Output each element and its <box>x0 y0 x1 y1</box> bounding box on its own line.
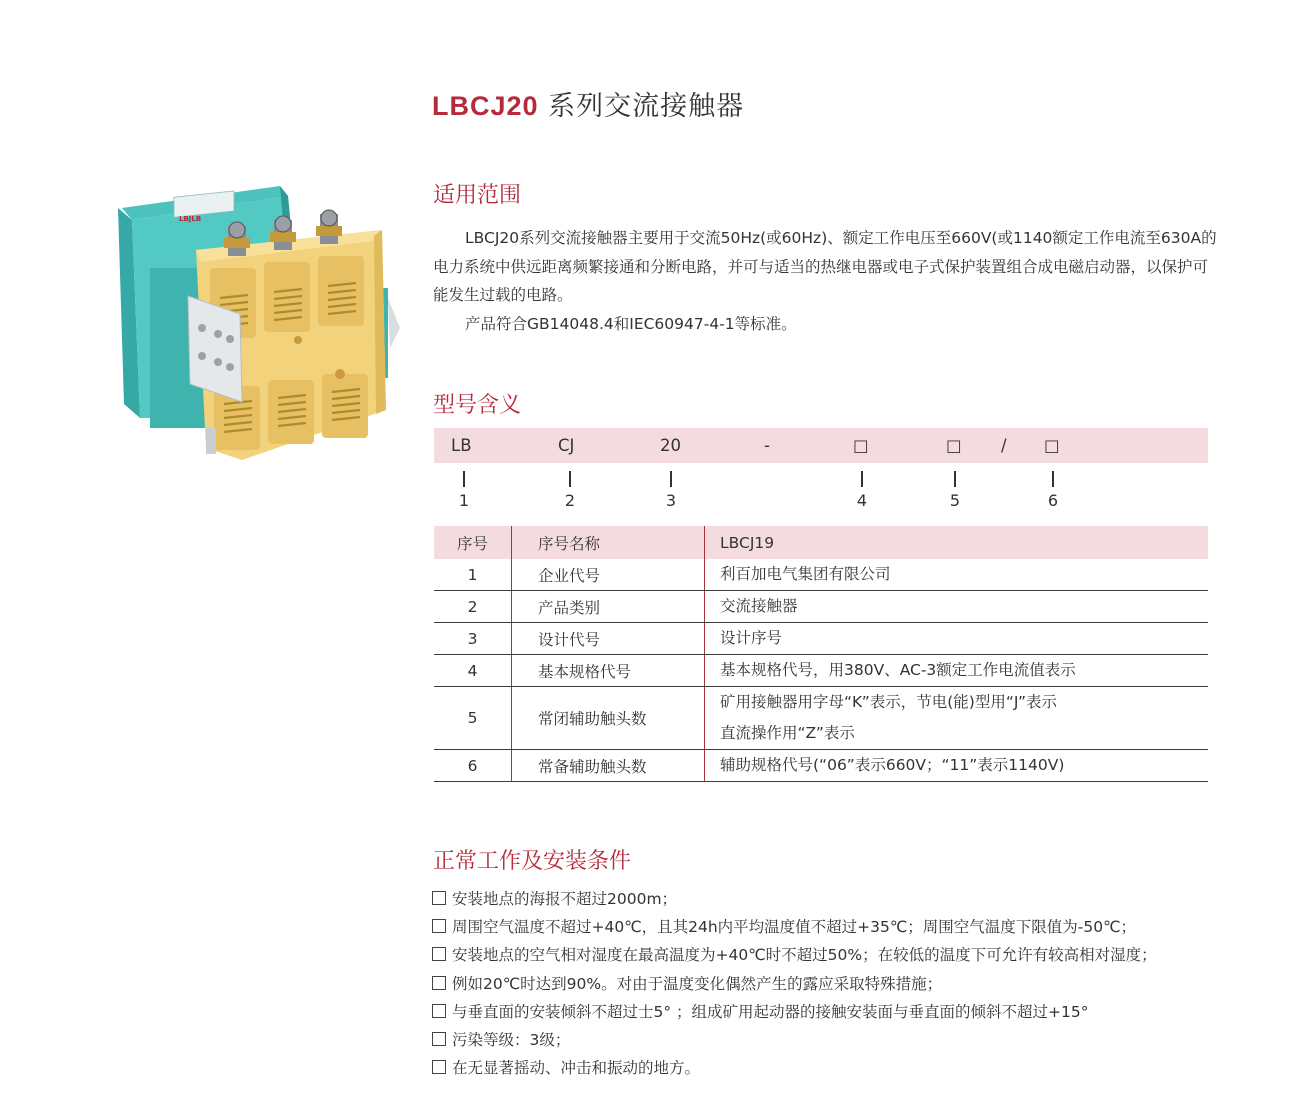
title-model: LBCJ20 <box>432 91 539 121</box>
table-cell-desc <box>705 559 1209 591</box>
table-header-row <box>434 526 1208 559</box>
checkbox-square-icon <box>432 891 446 905</box>
model-meaning-table <box>434 526 1208 782</box>
table-cell-desc <box>705 750 1209 782</box>
table-cell-desc-line: 利百加电气集团有限公司 <box>720 565 891 583</box>
list-item-text: 周围空气温度不超过+40℃，且其24h内平均温度值不超过+35℃；周围空气温度下限值为-50℃； <box>452 918 1137 937</box>
list-item-text: 污染等级：3级； <box>452 1031 571 1050</box>
checkbox-square-icon <box>432 1032 446 1046</box>
table-cell-no: 3 <box>434 623 512 655</box>
code-part-cj: CJ <box>558 436 575 455</box>
checkbox-square-icon <box>432 947 446 961</box>
checkbox-square-icon <box>432 1004 446 1018</box>
list-item <box>432 970 1157 998</box>
list-item <box>432 941 1157 969</box>
model-code-bar <box>434 428 1208 463</box>
table-cell-desc-line: 直流操作用“Z”表示 <box>720 724 855 742</box>
table-cell-name: 产品类别 <box>512 591 705 623</box>
table-header-desc: LBCJ19 <box>705 526 1209 559</box>
code-part-dash: - <box>764 436 770 455</box>
table-cell-desc-line: 矿用接触器用字母“K”表示，节电(能)型用“J”表示 <box>720 693 1057 711</box>
code-number-6: 6 <box>1047 491 1059 510</box>
code-number-4: 4 <box>856 491 868 510</box>
table-cell-desc-line: 基本规格代号，用380V、AC-3额定工作电流值表示 <box>720 661 1076 679</box>
table-cell-no: 6 <box>434 750 512 782</box>
code-number-5: 5 <box>949 491 961 510</box>
code-tick-4 <box>861 471 863 487</box>
code-tick-1 <box>463 471 465 487</box>
list-item <box>432 998 1157 1026</box>
scope-paragraph-2: 产品符合GB14048.4和IEC60947-4-1等标准。 <box>465 314 797 333</box>
table-cell-desc <box>705 591 1209 623</box>
table-cell-name: 常闭辅助触头数 <box>512 687 705 750</box>
scope-heading: 适用范围 <box>433 183 522 208</box>
scope-text <box>433 224 1223 338</box>
code-number-3: 3 <box>665 491 677 510</box>
table-row <box>434 687 1208 750</box>
table-row <box>434 655 1208 687</box>
code-tick-5 <box>954 471 956 487</box>
table-cell-desc-line: 交流接触器 <box>720 597 798 615</box>
table-header-name: 序号名称 <box>512 526 705 559</box>
table-cell-desc-line: 设计序号 <box>720 629 783 647</box>
code-part-lb: LB <box>451 436 472 455</box>
table-header-no: 序号 <box>434 526 512 559</box>
table-cell-desc <box>705 687 1209 750</box>
list-item <box>432 1026 1157 1054</box>
page-title <box>432 84 744 123</box>
checkbox-square-icon <box>432 976 446 990</box>
product-image <box>110 178 410 468</box>
list-item-text: 安装地点的海报不超过2000m； <box>452 890 678 908</box>
table-row <box>434 750 1208 782</box>
table-cell-no: 1 <box>434 559 512 591</box>
checkbox-square-icon <box>432 1060 446 1074</box>
table-cell-desc <box>705 655 1209 687</box>
code-part-box-4: □ <box>853 436 869 455</box>
list-item <box>432 885 1157 913</box>
code-part-slash: / <box>1001 436 1007 455</box>
table-cell-name: 常备辅助触头数 <box>512 750 705 782</box>
table-cell-name: 设计代号 <box>512 623 705 655</box>
table-cell-name: 企业代号 <box>512 559 705 591</box>
table-cell-name: 基本规格代号 <box>512 655 705 687</box>
code-part-box-5: □ <box>946 436 962 455</box>
list-item-text: 例如20℃时达到90%。对由于温度变化偶然产生的露应采取特殊措施； <box>452 974 943 993</box>
list-item-text: 安装地点的空气相对湿度在最高温度为+40℃时不超过50%；在较低的温度下可允许有较高相对湿度； <box>452 946 1157 965</box>
conditions-list <box>432 885 1157 1082</box>
list-item <box>432 1054 1157 1082</box>
table-cell-desc-line: 辅助规格代号(“06”表示660V；“11”表示1140V) <box>720 756 1065 774</box>
table-row <box>434 559 1208 591</box>
scope-paragraph-1: LBCJ20系列交流接触器主要用于交流50Hz(或60Hz)、额定工作电压至660V(或1140额定工作电流至630A的电力系统中供远距离频繁接通和分断电路，并可与适当的热继电器或电子式保护装置组合成电磁启动器，以保护可能发生过载的电路。 <box>433 229 1217 304</box>
code-number-1: 1 <box>458 491 470 510</box>
title-text: 系列交流接触器 <box>538 91 745 122</box>
model-meaning-heading: 型号含义 <box>433 393 522 418</box>
product-logo-text: LBJLB <box>179 215 202 223</box>
code-tick-2 <box>569 471 571 487</box>
code-part-box-6: □ <box>1044 436 1060 455</box>
list-item-text: 与垂直面的安装倾斜不超过士5° ；组成矿用起动器的接触安装面与垂直面的倾斜不超过+15° <box>452 1002 1089 1021</box>
table-cell-desc <box>705 623 1209 655</box>
table-row <box>434 591 1208 623</box>
table-row <box>434 623 1208 655</box>
code-part-20: 20 <box>660 436 681 455</box>
list-item <box>432 913 1157 941</box>
table-cell-no: 2 <box>434 591 512 623</box>
code-number-2: 2 <box>564 491 576 510</box>
checkbox-square-icon <box>432 919 446 933</box>
table-cell-no: 4 <box>434 655 512 687</box>
code-tick-3 <box>670 471 672 487</box>
conditions-heading: 正常工作及安装条件 <box>433 849 632 874</box>
code-tick-6 <box>1052 471 1054 487</box>
table-cell-no: 5 <box>434 687 512 750</box>
list-item-text: 在无显著摇动、冲击和振动的地方。 <box>452 1059 701 1078</box>
